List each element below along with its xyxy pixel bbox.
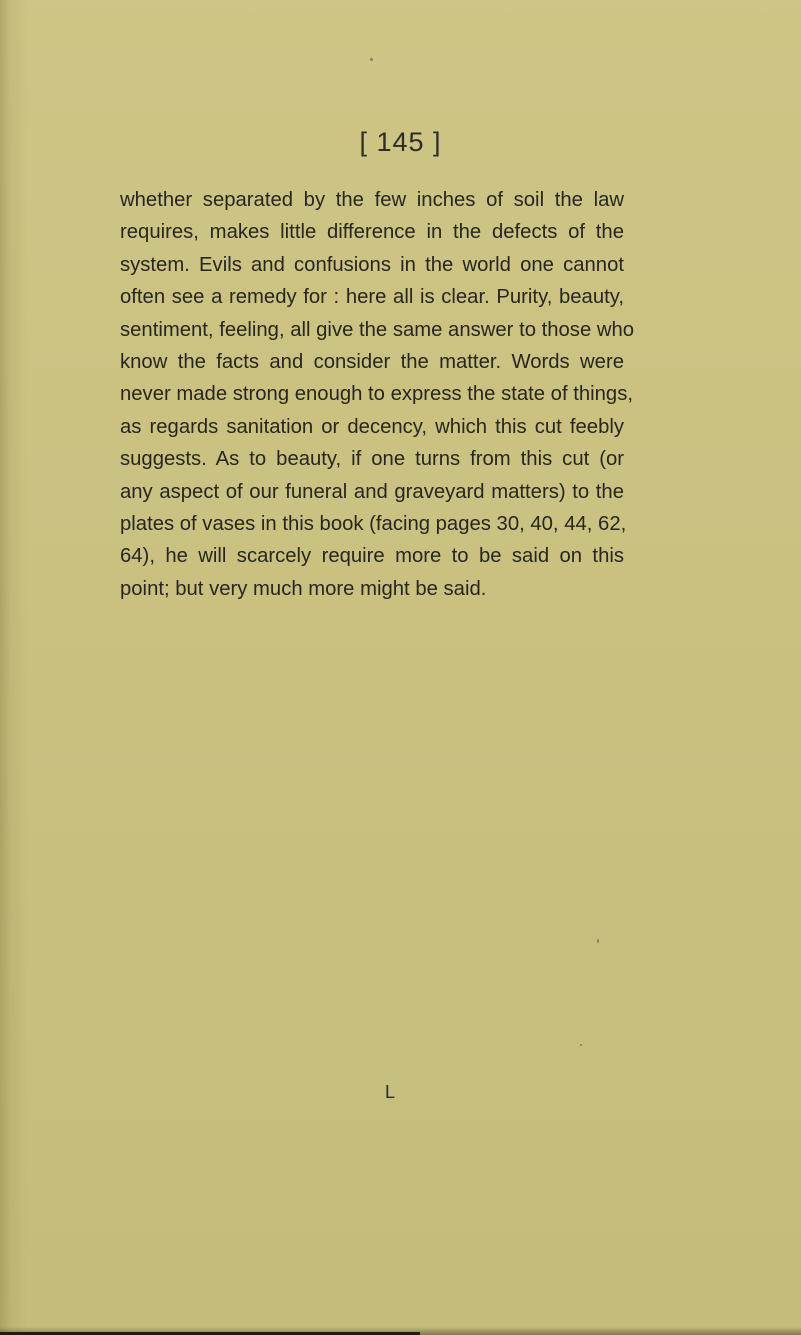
signature-mark: L — [385, 1082, 396, 1102]
text-line: 64), he will scarcely require more to be said on this — [120, 545, 624, 568]
text-line: plates of vases in this book (facing pages 30, 40, 44, 62, — [120, 513, 627, 536]
text-line: point; but very much more might be said. — [120, 577, 487, 600]
text-line: often see a remedy for : here all is clear. Purity, beauty, — [120, 286, 624, 309]
body-text — [120, 184, 635, 605]
text-line: sentiment, feeling, all give the same answer to those who — [120, 318, 635, 341]
text-line: system. Evils and confusions in the world one cannot — [120, 253, 624, 276]
paper-speck — [597, 939, 599, 943]
text-line: requires, makes little difference in the defects of the — [120, 221, 624, 244]
text-line: know the facts and consider the matter. Words were — [120, 351, 624, 374]
text-line: never made strong enough to express the state of things, — [120, 383, 633, 406]
paper-speck — [370, 58, 373, 61]
text-line: suggests. As to beauty, if one turns from this cut (or — [120, 448, 624, 471]
text-line: as regards sanitation or decency, which this cut feebly — [120, 415, 624, 438]
page-number: [ 145 ] — [359, 127, 442, 157]
text-line: whether separated by the few inches of soil the law — [120, 189, 624, 211]
paper-speck — [580, 1044, 582, 1046]
text-line: any aspect of our funeral and graveyard matters) to the — [120, 480, 624, 503]
